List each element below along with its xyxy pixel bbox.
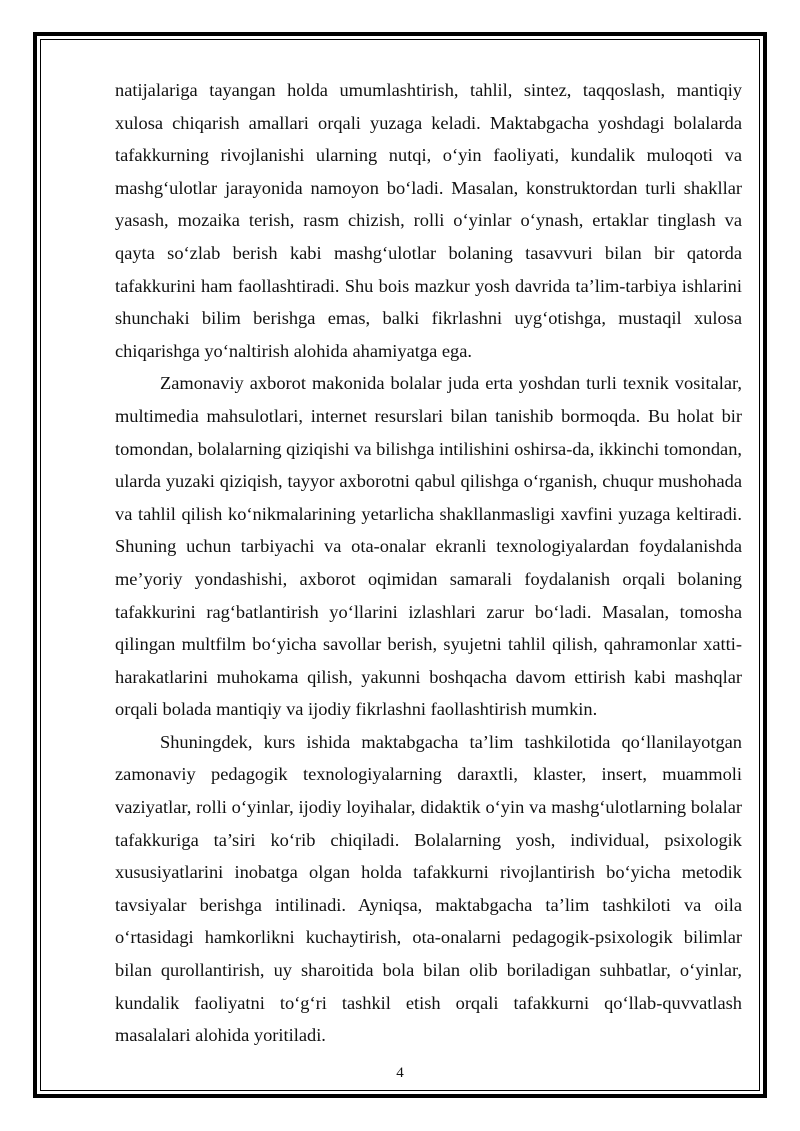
page-number: 4: [396, 1065, 404, 1081]
paragraph-continuation: natijalariga tayangan holda umumlashtirish, tahlil, sintez, taqqoslash, mantiqiy xulosa chiqarish amallari orqali yuzaga keladi. Maktabgacha yoshdagi bolalarda tafakkurning rivojlanishi ularning nutqi, o‘yin faoliyati, kundalik muloqoti va mashg‘ulotlar jarayonida namoyon bo‘ladi. Masalan, konstruktordan turli shakllar yasash, mozaika terish, rasm chizish, rolli o‘yinlar o‘ynash, ertaklar tinglash va qayta so‘zlab berish kabi mashg‘ulotlar bolaning tasavvuri bilan bir qatorda tafakkurini ham faollashtiradi. Shu bois mazkur yosh davrida ta’lim-tarbiya ishlarini shunchaki bilim berishga emas, balki fikrlashni uyg‘otishga, mustaqil xulosa chiqarishga yo‘naltirish alohida ahamiyatga ega.: [115, 80, 742, 361]
paragraph-information-space: Zamonaviy axborot makonida bolalar juda erta yoshdan turli texnik vositalar, multimedia mahsulotlari, internet resurslari bilan tanishib bormoqda. Bu holat bir tomondan, bolalarning qiziqishi va bilishga intilishini oshirsa-da, ikkinchi tomondan, ularda yuzaki qiziqish, tayyor axborotni qabul qilishga o‘rganish, chuqur mushohada va tahlil qilish ko‘nikmalarining yetarlicha shakllanmasligi xavfini yuzaga keltiradi. Shuning uchun tarbiyachi va ota-onalar ekranli texnologiyalardan foydalanishda me’yoriy yondashishi, axborot oqimidan samarali foydalanish orqali bolaning tafakkurini rag‘batlantirish yo‘llarini izlashlari zarur bo‘ladi. Masalan, tomosha qilingan multfilm bo‘yicha savollar berish, syujetni tahlil qilish, qahramonlar xatti-harakatlarini muhokama qilish, yakunni boshqacha davom ettirish kabi mashqlar orqali bolada mantiqiy va ijodiy fikrlashni faollashtirish mumkin.: [115, 373, 742, 720]
paragraph-pedagogical-technologies: Shuningdek, kurs ishida maktabgacha ta’lim tashkilotida qo‘llanilayotgan zamonaviy pedagogik texnologiyalarning daraxtli, klaster, insert, muammoli vaziyatlar, rolli o‘yinlar, ijodiy loyihalar, didaktik o‘yin va mashg‘ulotlarning bolalar tafakkuriga ta’siri ko‘rib chiqiladi. Bolalarning yosh, individual, psixologik xususiyatlarini inobatga olgan holda tafakkurni rivojlantirish bo‘yicha metodik tavsiyalar berishga intilinadi. Ayniqsa, maktabgacha ta’lim tashkiloti va oila o‘rtasidagi hamkorlikni kuchaytirish, ota-onalarni pedagogik-psixologik bilimlar bilan qurollantirish, uy sharoitida bola bilan olib boriladigan suhbatlar, o‘yinlar, kundalik faoliyatni to‘g‘ri tashkil etish orqali tafakkurni qo‘llab-quvvatlash masalalari alohida yoritiladi.: [115, 731, 742, 1046]
document-body: [115, 74, 742, 1052]
